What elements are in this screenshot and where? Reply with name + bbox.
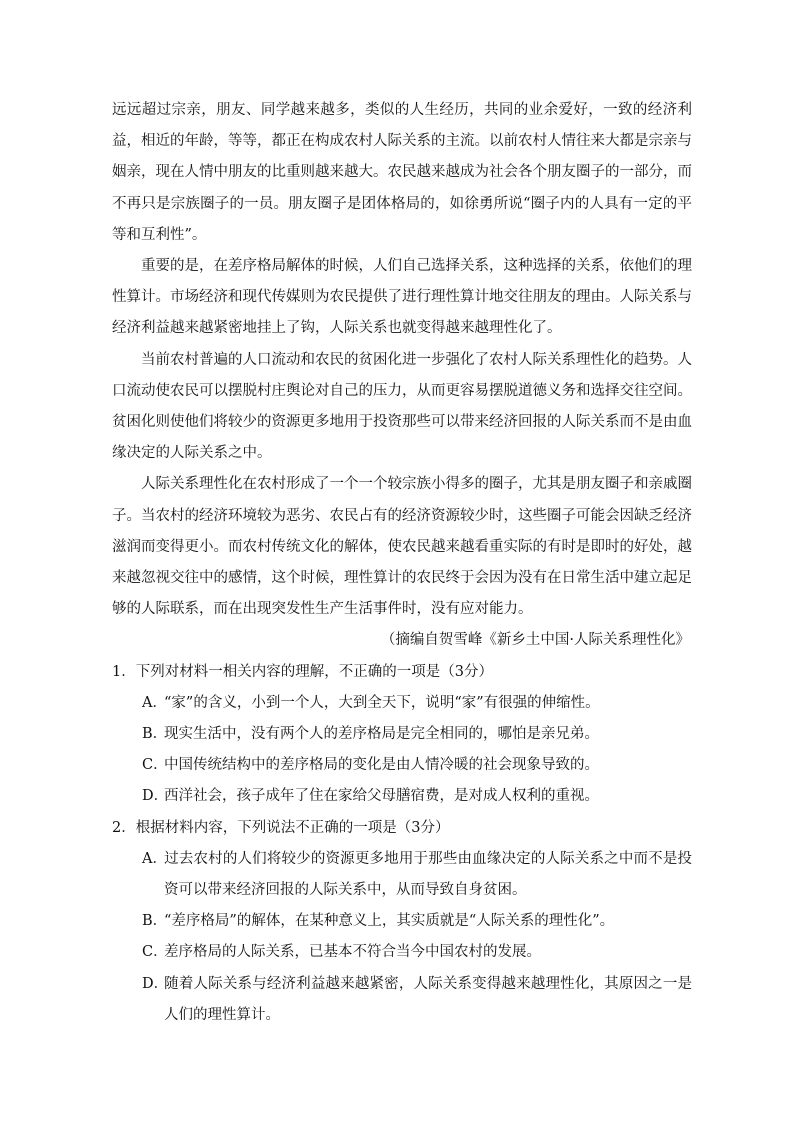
option-text: 过去农村的人们将较少的资源更多地用于那些由血缘决定的人际关系之中而不是投资可以带来经济回报的人际关系中，从而导致自身贫困。 xyxy=(164,850,692,899)
passage-paragraph-2: 重要的是，在差序格局解体的时候，人们自己选择关系，这种选择的关系，依他们的理性算计。市场经济和现代传媒则为农民提供了进行理性算计地交往朋友的理由。人际关系与经济利益越来越紧密地挂上了钩，人际关系也就变得越来越理性化了。 xyxy=(112,258,692,337)
option-text: “差序格局”的解体，在某种意义上，其实质就是“人际关系的理性化”。 xyxy=(164,913,615,930)
question-1-option-c xyxy=(142,750,692,781)
question-2 xyxy=(112,813,692,1031)
passage-paragraph-4: 人际关系理性化在农村形成了一个一个较宗族小得多的圈子，尤其是朋友圈子和亲戚圈子。当农村的经济环境较为恶劣、农民占有的经济资源较少时，这些圈子可能会因缺乏经济滋润而变得更小。而农村传统文化的解体，使农民越来越看重实际的有时是即时的好处，越来越忽视交往中的感情，这个时候，理性算计的农民终于会因为没有在日常生活中建立起足够的人际联系，而在出现突发性生产生活事件时，没有应对能力。 xyxy=(112,476,692,618)
option-text: 差序格局的人际关系，已基本不符合当今中国农村的发展。 xyxy=(164,944,541,961)
option-label: D． xyxy=(142,975,169,992)
question-1 xyxy=(112,657,692,813)
passage-paragraph-1: 远远超过宗亲，朋友、同学越来越多，类似的人生经历，共同的业余爱好，一致的经济利益，相近的年龄，等等，都正在构成农村人际关系的主流。以前农村人情往来大都是宗亲与姻亲，现在人情中朋友的比重则越来越大。农民越来越成为社会各个朋友圈子的一部分，而不再只是宗族圈子的一员。朋友圈子是团体格局的，如徐勇所说“圈子内的人具有一定的平等和互利性”。 xyxy=(112,102,692,243)
option-label: C． xyxy=(142,944,168,961)
option-text: 随着人际关系与经济利益越来越紧密，人际关系变得越来越理性化，其原因之一是人们的理性算计。 xyxy=(164,975,692,1023)
question-2-stem: 2．根据材料内容，下列说法不正确的一项是（3分） xyxy=(112,819,450,836)
question-2-option-b xyxy=(142,906,692,937)
question-1-option-d xyxy=(142,781,692,812)
option-label: A． xyxy=(142,850,167,867)
question-1-stem: 1．下列对材料一相关内容的理解，不正确的一项是（3分） xyxy=(112,663,493,680)
passage-source-citation: （摘编自贺雪峰《新乡土中国·人际关系理性化》 xyxy=(380,632,690,649)
passage-paragraph-3: 当前农村普遍的人口流动和农民的贫困化进一步强化了农村人际关系理性化的趋势。人口流动使农民可以摆脱村庄舆论对自己的压力，从而更容易摆脱道德义务和选择交往空间。贫困化则使他们将较少的资源更多地用于投资那些可以带来经济回报的人际关系而不是由血缘决定的人际关系之中。 xyxy=(112,351,692,462)
option-text: “家”的含义，小到一个人，大到全天下，说明“家”有很强的伸缩性。 xyxy=(164,694,600,711)
question-2-option-d xyxy=(142,969,692,1031)
option-text: 中国传统结构中的差序格局的变化是由人情冷暖的社会现象导致的。 xyxy=(164,757,599,774)
question-2-option-c xyxy=(142,937,692,968)
option-label: C． xyxy=(142,757,168,774)
option-label: A． xyxy=(142,694,167,711)
question-2-option-a xyxy=(142,844,692,906)
option-label: B． xyxy=(142,726,168,743)
document-content xyxy=(112,95,692,1031)
question-1-option-b xyxy=(142,719,692,750)
option-label: D． xyxy=(142,788,169,805)
option-label: B． xyxy=(142,913,168,930)
option-text: 现实生活中，没有两个人的差序格局是完全相同的，哪怕是亲兄弟。 xyxy=(164,726,599,743)
option-text: 西洋社会，孩子成年了住在家给父母膳宿费，是对成人权利的重视。 xyxy=(164,788,599,805)
question-1-option-a xyxy=(142,688,692,719)
